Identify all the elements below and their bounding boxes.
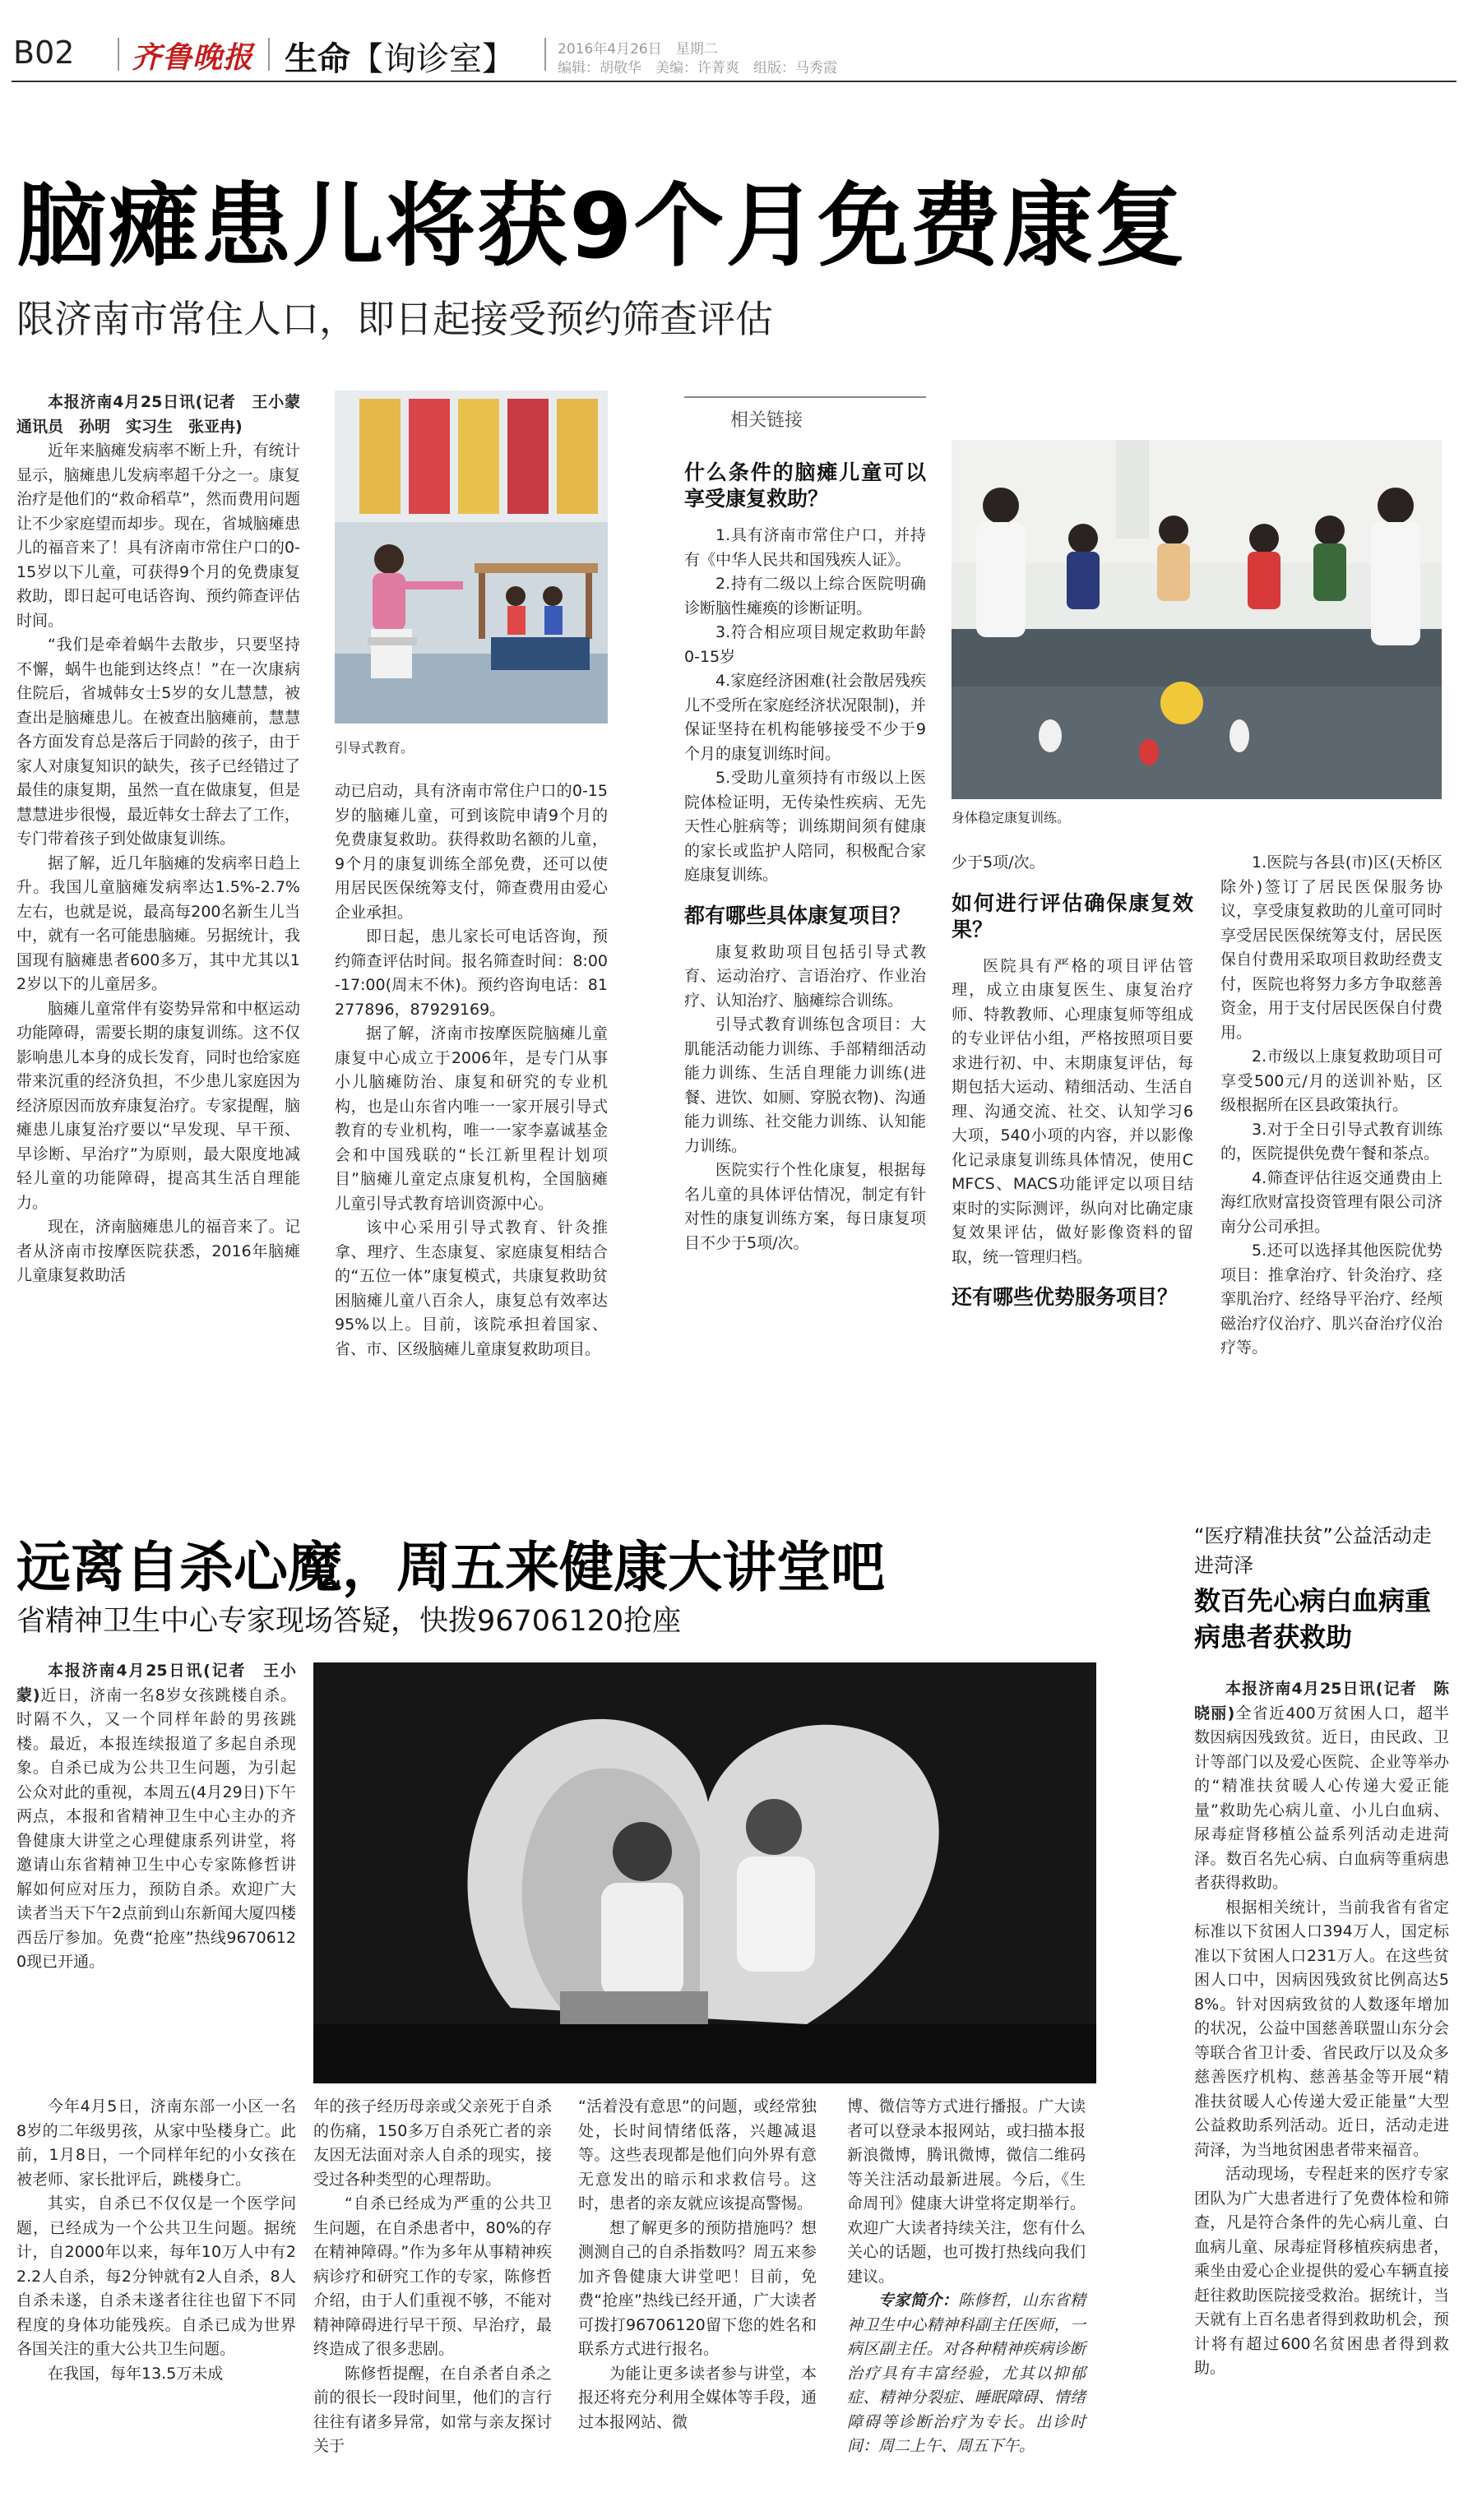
question-heading: 如何进行评估确保康复效果？ bbox=[952, 890, 1193, 941]
story2-lead-paragraph bbox=[16, 1659, 296, 1975]
section-name: 生命 bbox=[285, 40, 350, 78]
question-item: 4.家庭经济困难(社会散居残疾儿不受所在家庭经济状况限制)，并保证坚持在机构能够接受不少于9个月的康复训练时间。 bbox=[684, 672, 926, 763]
masthead-divider-2 bbox=[268, 38, 270, 71]
story1-paragraph: 动已启动，具有济南市常住户口的0-15岁的脑瘫儿童，可到该院申请9个月的免费康复救助。获得救助名额的儿童，9个月的康复训练全部免费，还可以使用居民医保统筹支付，筛查费用由爱心企业承担。 bbox=[335, 782, 608, 922]
issue-date: 2016年4月26日 星期二 bbox=[558, 41, 718, 58]
page-number: B02 bbox=[13, 35, 75, 71]
photo1-caption: 引导式教育。 bbox=[335, 740, 414, 756]
question-item: 康复救助项目包括引导式教育、运动治疗、言语治疗、作业治疗、认知治疗、脑瘫综合训练。 bbox=[684, 942, 926, 1010]
story2-headline: 远离自杀心魔，周五来健康大讲堂吧 bbox=[16, 1536, 885, 1599]
photo-guided-education bbox=[335, 391, 608, 724]
story2-column-1-bottom bbox=[16, 2095, 296, 2506]
column-bracket-close: 】 bbox=[482, 40, 515, 78]
related-column-3 bbox=[1220, 851, 1443, 1488]
story1-lead: 本报济南4月25日讯(记者 王小蒙 通讯员 孙明 实习生 张亚冉) bbox=[16, 393, 317, 436]
expert-label: 专家简介： bbox=[878, 2291, 959, 2310]
story1-headline: 脑瘫患儿将获9个月免费康复 bbox=[16, 173, 1187, 279]
masthead-divider-3 bbox=[544, 38, 546, 71]
story2-column-3 bbox=[578, 2095, 817, 2506]
expert-text: 陈修哲，山东省精神卫生中心精神科副主任医师，一病区副主任。对各种精神疾病诊断治疗具有丰富经验，尤其以抑郁症、精神分裂症、睡眠障碍、情绪障碍等诊断治疗为专长。出诊时间：周二上午、周五下午。 bbox=[847, 2291, 1086, 2455]
story3-lead-text: 全省近400万贫困人口，超半数因病因残致贫。近日，由民政、卫计等部门以及爱心医院、企业等举办的“精准扶贫暖人心传递大爱正能量”救助先心病儿童、小儿白血病、尿毒症肾移植公益系列活动走进菏泽。数百名先心病、白血病等重病患者获得救助。 bbox=[1194, 1704, 1449, 1892]
story1-column-2 bbox=[335, 779, 608, 1488]
column-name: 询诊室 bbox=[383, 40, 482, 78]
section-title bbox=[285, 33, 515, 80]
question-item: 1.具有济南市常住户口，并持有《中华人民共和国残疾人证》。 bbox=[684, 526, 926, 569]
story2-column-1-top bbox=[16, 1659, 296, 2088]
photo-stability-training bbox=[952, 440, 1442, 799]
question-heading: 都有哪些具体康复项目？ bbox=[684, 903, 911, 927]
story2-paragraph: 博、微信等方式进行播报。广大读者可以登录本报网站，或扫描本报新浪微博，腾讯微博，微信二维码等关注活动最新进展。今后，《生命周刊》健康大讲堂将定期举行。欢迎广大读者持续关注，您有什么关心的话题，也可拨打热线向我们建议。 bbox=[847, 2097, 1086, 2286]
story1-paragraph: “我们是牵着蜗牛去散步，只要坚持不懈，蜗牛也能到达终点！”在一次康病住院后，省城韩女士5岁的女儿慧慧，被查出是脑瘫患儿。在被查出脑瘫前，慧慧各方面发育总是落后于同龄的孩子，由于家人对康复知识的缺失，孩子已经错过了最佳的康复期，虽然一直在做康复，但是慧慧进步很慢，最近韩女士辞去了工作，专门带着孩子到处做康复训练。 bbox=[16, 636, 300, 848]
question-item: 1.医院与各县(市)区(天桥区除外)签订了居民医保服务协议，享受康复救助的儿童可同时享受居民医保统筹支付，居民医保自付费用采取项目救助经费支付，医院也将努力多方争取慈善资金，用于支付居民医保自付费用。 bbox=[1220, 853, 1443, 1042]
story2-paragraph: 在我国，每年13.5万未成 bbox=[48, 2364, 224, 2383]
question-item-continuation: 少于5项/次。 bbox=[952, 853, 1045, 872]
question-item: 引导式教育训练包含项目：大肌能活动能力训练、手部精细活动能力训练、生活自理能力训练(进餐、进饮、如厕、穿脱衣物)、沟通能力训练、社交能力训练、认知能力训练。 bbox=[684, 1015, 926, 1155]
story2-column-2 bbox=[313, 2095, 552, 2506]
question-item: 医院实行个性化康复，根据每名儿童的具体评估情况，制定有针对性的康复训练方案，每日康复项目不少于5项/次。 bbox=[684, 1161, 926, 1252]
photo-counseling bbox=[313, 1662, 1096, 2083]
story1-column-1 bbox=[16, 391, 317, 1488]
story1-paragraph: 脑瘫儿童常伴有姿势异常和中枢运动功能障碍，需要长期的康复训练。这不仅影响患儿本身的成长发育，同时也给家庭带来沉重的经济负担，不少患儿家庭因为经济原因而放弃康复治疗。专家提醒，脑瘫患儿康复治疗要以“早发现、早干预、早诊断、早治疗”为原则，最大限度地减轻儿童的功能障碍，提高其生活自理能力。 bbox=[16, 999, 300, 1212]
question-item: 5.还可以选择其他医院优势项目：推拿治疗、针灸治疗、痉挛肌治疗、经络导平治疗、经颅磁治疗仪治疗、肌兴奋治疗仪治疗等。 bbox=[1220, 1242, 1443, 1357]
related-column-1 bbox=[684, 448, 926, 1488]
question-item: 3.符合相应项目规定救助年龄0-15岁 bbox=[684, 623, 926, 666]
story3-body bbox=[1194, 1677, 1449, 2504]
story3-paragraph: 根据相关统计，当前我省有省定标准以下贫困人口394万人，国定标准以下贫困人口231万人。在这些贫困人口中，因病因残致贫比例高达58%。针对因病致贫的人数逐年增加的状况，公益中国慈善联盟山东分会等联合省卫计委、省民政厅以及众多慈善医疗机构、慈善基金等开展“精准扶贫暖人心传递大爱正能量”大型公益救助系列活动。近日，活动走进菏泽，为当地贫困患者带来福音。 bbox=[1194, 1898, 1449, 2159]
story2-paragraph: 为能让更多读者参与讲堂，本报还将充分利用全媒体等手段，通过本报网站、微 bbox=[578, 2364, 817, 2431]
story2-lead-text: 近日，济南一名8岁女孩跳楼自杀。时隔不久，又一个同样年龄的男孩跳楼。最近，本报连续报道了多起自杀现象。自杀已成为公共卫生问题，为引起公众对此的重视，本周五(4月29日)下午两点，本报和省精神卫生中心主办的齐鲁健康大讲堂之心理健康系列讲堂，将邀请山东省精神卫生中心专家陈修哲讲解如何应对压力，预防自杀。欢迎广大读者当天下午2点前到山东新闻大厦四楼西岳厅参加。免费“抢座”热线96706120现已开通。 bbox=[16, 1685, 297, 1971]
stability-training-illustration bbox=[952, 440, 1442, 799]
related-links-rule bbox=[684, 396, 926, 398]
story1-paragraph: 现在，济南脑瘫患儿的福音来了。记者从济南市按摩医院获悉，2016年脑瘫儿童康复救助活 bbox=[16, 1218, 300, 1284]
story1-paragraph: 该中心采用引导式教育、针灸推拿、理疗、生态康复、家庭康复相结合的“五位一体”康复模式，共康复救助贫困脑瘫儿童八百余人，康复总有效率达95%以上。目前，该院承担着国家、省、市、区级脑瘫儿童康复救助项目。 bbox=[335, 1218, 608, 1358]
story3-kicker: “医疗精准扶贫”公益活动走进菏泽 bbox=[1194, 1524, 1432, 1577]
story2-paragraph: 想了解更多的预防措施吗？想测测自己的自杀指数吗？周五来参加齐鲁健康大讲堂吧！目前，免费“抢座”热线已经开通，广大读者可拨打96706120留下您的姓名和联系方式进行报名。 bbox=[578, 2218, 817, 2358]
story2-paragraph: 其实，自杀已不仅仅是一个医学问题，已经成为一个公共卫生问题。据统计，自2000年以来，每年10万人中有22.2人自杀，每2分钟就有2人自杀，8人自杀未遂，自杀未遂者往往也留下不同程度的身体功能残疾。自杀已成为世界各国关注的重大公共卫生问题。 bbox=[16, 2194, 296, 2358]
story1-paragraph: 据了解，济南市按摩医院脑瘫儿童康复中心成立于2006年，是专门从事小儿脑瘫防治、康复和研究的专业机构，也是山东省内唯一一家开展引导式教育的专业机构，唯一一家李嘉诚基金会和中国残联的“长江新里程计划项目”脑瘫儿童定点康复机构，全国脑瘫儿童引导式教育培训资源中心。 bbox=[335, 1024, 608, 1213]
question-heading: 还有哪些优势服务项目？ bbox=[952, 1285, 1179, 1309]
question-item: 4.筛查评估往返交通费由上海红欣财富投资管理有限公司济南分公司承担。 bbox=[1220, 1168, 1443, 1236]
question-item: 2.持有二级以上综合医院明确诊断脑性瘫痪的诊断证明。 bbox=[684, 575, 926, 617]
story2-subheadline: 省精神卫生中心专家现场答疑，快拨96706120抢座 bbox=[16, 1605, 682, 1638]
question-item: 医院具有严格的项目评估管理，成立由康复医生、康复治疗师、特教教师、心理康复师等组成的专业评估小组，严格按照项目要求进行初、中、末期康复评估，每期包括大运动、精细活动、生活自理、沟通交流、社交、认知学习6大项，540小项的内容，并以影像化记录康复训练具体情况，使用CMFCS、MACS功能评定以项目结束时的实际测评，纵向对比确定康复效果评估，做好影像资料的留取，统一管理归档。 bbox=[952, 956, 1193, 1266]
guided-education-illustration bbox=[335, 391, 608, 724]
related-links-label: 相关链接 bbox=[730, 410, 803, 431]
story3-lead-paragraph bbox=[1194, 1677, 1449, 1896]
story1-subheadline: 限济南市常住人口，即日起接受预约筛查评估 bbox=[16, 297, 773, 341]
question-item: 2.市级以上康复救助项目可享受500元/月的送训补贴，区级根据所在区县政策执行。 bbox=[1220, 1047, 1443, 1114]
story1-paragraph: 近年来脑瘫发病率不断上升，有统计显示，脑瘫患儿发病率超千分之一。康复治疗是他们的“救命稻草”，然而费用问题让不少家庭望而却步。现在，省城脑瘫患儿的福音来了！具有济南市常住户口的0-15岁以下儿童，可获得9个月的免费康复救助，即日起可电话咨询、预约筛查评估时间。 bbox=[16, 442, 300, 630]
story1-paragraph: 据了解，近几年脑瘫的发病率日趋上升。我国儿童脑瘫发病率达1.5%-2.7%左右，也就是说，最高每200名新生儿当中，就有一名可能患脑瘫。另据统计，我国现有脑瘫患者600多万，其中尤其以12岁以下的儿童居多。 bbox=[16, 853, 300, 993]
story2-paragraph: 今年4月5日，济南东部一小区一名8岁的二年级男孩，从家中坠楼身亡。此前，1月8日，一个同样年纪的小女孩在被老师、家长批评后，跳楼身亡。 bbox=[16, 2097, 296, 2189]
expert-intro bbox=[847, 2289, 1086, 2459]
counseling-illustration bbox=[313, 1662, 1096, 2083]
question-item: 3.对于全日引导式教育训练的，医院提供免费午餐和茶点。 bbox=[1220, 1120, 1443, 1163]
story2-paragraph: 陈修哲提醒，在自杀者自杀之前的很长一段时间里，他们的言行往往有诸多异常，如常与亲友探讨关于 bbox=[313, 2364, 552, 2455]
related-column-2 bbox=[952, 851, 1193, 1488]
story3-headline: 数百先心病白血病重病患者获救助 bbox=[1194, 1585, 1432, 1653]
story2-column-4 bbox=[847, 2095, 1086, 2506]
paper-name-logo: 齐鲁晚报 bbox=[132, 40, 254, 75]
story3-lead: 本报济南4月25日讯(记者 陈晓丽) bbox=[1194, 1680, 1449, 1722]
story1-paragraph: 即日起，患儿家长可电话咨询，预约筛查评估时间。报名筛查时间：8:00-17:00(周末不休)。预约咨询电话：81277896，87929169。 bbox=[335, 927, 608, 1019]
story2-paragraph: “自杀已经成为严重的公共卫生问题，在自杀患者中，80%的存在精神障碍。”作为多年从事精神疾病诊疗和研究工作的专家，陈修哲介绍，由于人们重视不够，不能对精神障碍进行早干预、早治疗，最终造成了很多悲剧。 bbox=[313, 2194, 552, 2358]
masthead-divider-1 bbox=[118, 38, 119, 71]
story3-paragraph: 活动现场，专程赶来的医疗专家团队为广大患者进行了免费体检和筛查，凡是符合条件的先心病儿童、白血病儿童、尿毒症肾移植疾病患者，乘坐由爱心企业提供的爱心车辆直接赶往救助医院接受救治。据统计，当天就有上百名患者得到救助机会，预计将有超过600名贫困患者得到救助。 bbox=[1194, 2165, 1449, 2377]
editors-line: 编辑：胡敬华 美编：许菁爽 组版：马秀霞 bbox=[558, 60, 837, 76]
masthead bbox=[0, 0, 1468, 82]
story2-paragraph: 年的孩子经历母亲或父亲死于自杀的伤痛，150多万自杀死亡者的亲友因无法面对亲人自杀的现实，接受过各种类型的心理帮助。 bbox=[313, 2097, 552, 2189]
story2-lead: 本报济南4月25日讯(记者 王小蒙) bbox=[16, 1662, 296, 1704]
column-bracket-open: 【 bbox=[350, 40, 383, 78]
story2-paragraph: “活着没有意思”的问题，或经常独处，长时间情绪低落，兴趣减退等。这些表现都是他们向外界有意无意发出的暗示和求救信号。这时，患者的亲友就应该提高警惕。 bbox=[578, 2097, 817, 2213]
masthead-rule bbox=[12, 81, 1456, 82]
question-heading: 什么条件的脑瘫儿童可以享受康复救助？ bbox=[684, 460, 926, 511]
photo2-caption: 身体稳定康复训练。 bbox=[952, 810, 1071, 825]
question-item: 5.受助儿童须持有市级以上医院体检证明，无传染性疾病、无先天性心脏病等；训练期间须有健康的家长或监护人陪同，积极配合家庭康复训练。 bbox=[684, 769, 926, 884]
